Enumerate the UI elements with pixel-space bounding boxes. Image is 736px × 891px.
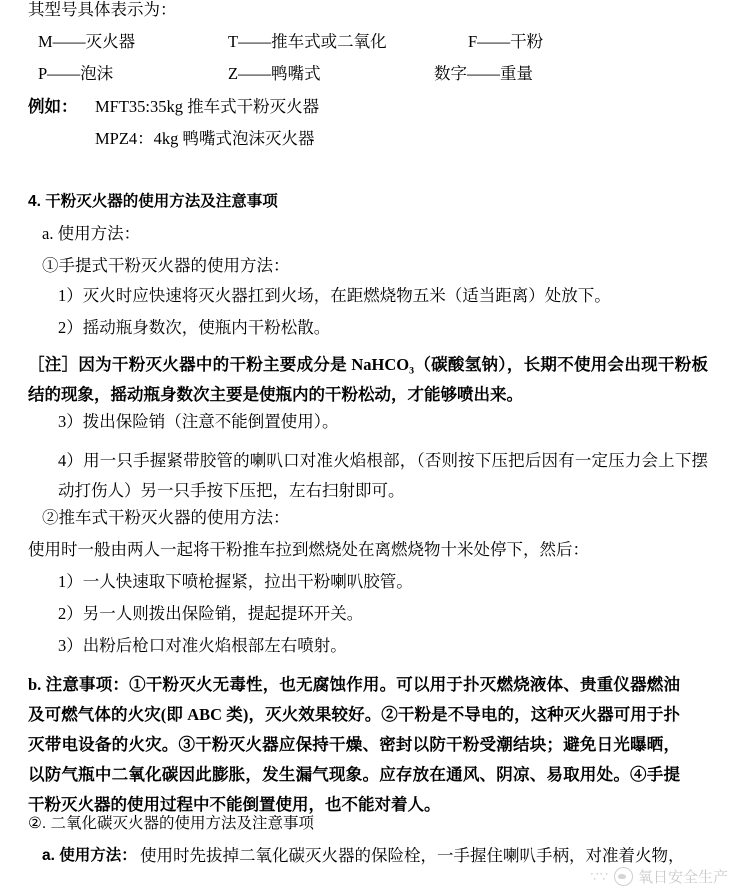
section-2-heading: ②. 二氧化碳灭火器的使用方法及注意事项: [28, 815, 315, 832]
code-row1-col1: M——灭火器: [38, 32, 136, 51]
body2-line-f: 2）另一人则拨出保险销，提起提环开关。: [58, 604, 364, 623]
code-row2-col3: 数字——重量: [434, 64, 533, 83]
code-row2-col1: P——泡沫: [38, 64, 114, 83]
intro-line: 其型号具体表示为：: [28, 0, 177, 19]
example-item-1: MFT35:35kg 推车式干粉灭火器: [95, 97, 320, 116]
last-line-text: 使用时先拔掉二氧化碳灭火器的保险栓，一手握住喇叭手柄，对准着火物，: [140, 846, 685, 865]
body2-line-e: 1）一人快速取下喷枪握紧，拉出干粉喇叭胶管。: [58, 572, 413, 591]
body-line-c: 1）灭火时应快速将灭火器扛到火场，在距燃烧物五米（适当距离）处放下。: [58, 286, 611, 305]
code-row1-col3: F——干粉: [468, 32, 544, 51]
watermark-dots: ∵∵: [590, 868, 609, 884]
body-line-d: 2）摇动瓶身数次，使瓶内干粉松散。: [58, 318, 331, 337]
body2-line-a: 3）拨出保险销（注意不能倒置使用）。: [58, 412, 339, 431]
example-label: 例如：: [28, 97, 78, 116]
example-item-2: MPZ4：4kg 鸭嘴式泡沫灭火器: [95, 129, 315, 148]
watermark-text: 氧日安全生产: [637, 869, 728, 886]
section-4-heading: 4. 干粉灭火器的使用方法及注意事项: [28, 193, 278, 210]
watermark: [590, 866, 728, 887]
code-row2-col2: Z——鸭嘴式: [228, 64, 321, 83]
body-line-b: ①手提式干粉灭火器的使用方法：: [42, 256, 290, 275]
code-row1-col2: T——推车式或二氧化: [228, 32, 387, 51]
body2-line-b: 4）用一只手握紧带胶管的喇叭口对准火焰根部，（否则按下压把后因有一定压力会上下摆动打伤人）另一只手按下压把，左右扫射即可。: [58, 451, 708, 500]
precautions-block: b. 注意事项：①干粉灭火无毒性，也无腐蚀作用。可以用于扑灭燃烧液体、贵重仪器燃油及可燃气体的火灾(即 ABC 类)，灭火效果较好。②干粉是不导电的，这种灭火器可用于扑灭带电设备的火灾。③干粉灭火器应保持干燥、密封以防干粉受潮结块；避免日光曝晒，以防气瓶中二氧化碳因此膨胀，发生漏气现象。应存放在通风、阴凉、易取用处。④手提干粉灭火器的使用过程中不能倒置使用，也不能对着人。: [28, 675, 680, 814]
last-line-label: a. 使用方法：: [42, 847, 137, 864]
watermark-logo-icon: [614, 867, 633, 886]
body2-line-d: 使用时一般由两人一起将干粉推车拉到燃烧处在离燃烧物十米处停下，然后：: [28, 540, 589, 559]
note-block: ［注］因为干粉灭火器中的干粉主要成分是 NaHCO₃（碳酸氢钠），长期不使用会出现干粉板结的现象，摇动瓶身数次主要是使瓶内的干粉松动，才能够喷出来。: [28, 355, 708, 404]
body2-line-c: ②推车式干粉灭火器的使用方法：: [42, 508, 290, 527]
body-line-a: a. 使用方法：: [42, 224, 141, 243]
body2-line-g: 3）出粉后枪口对准火焰根部左右喷射。: [58, 636, 347, 655]
